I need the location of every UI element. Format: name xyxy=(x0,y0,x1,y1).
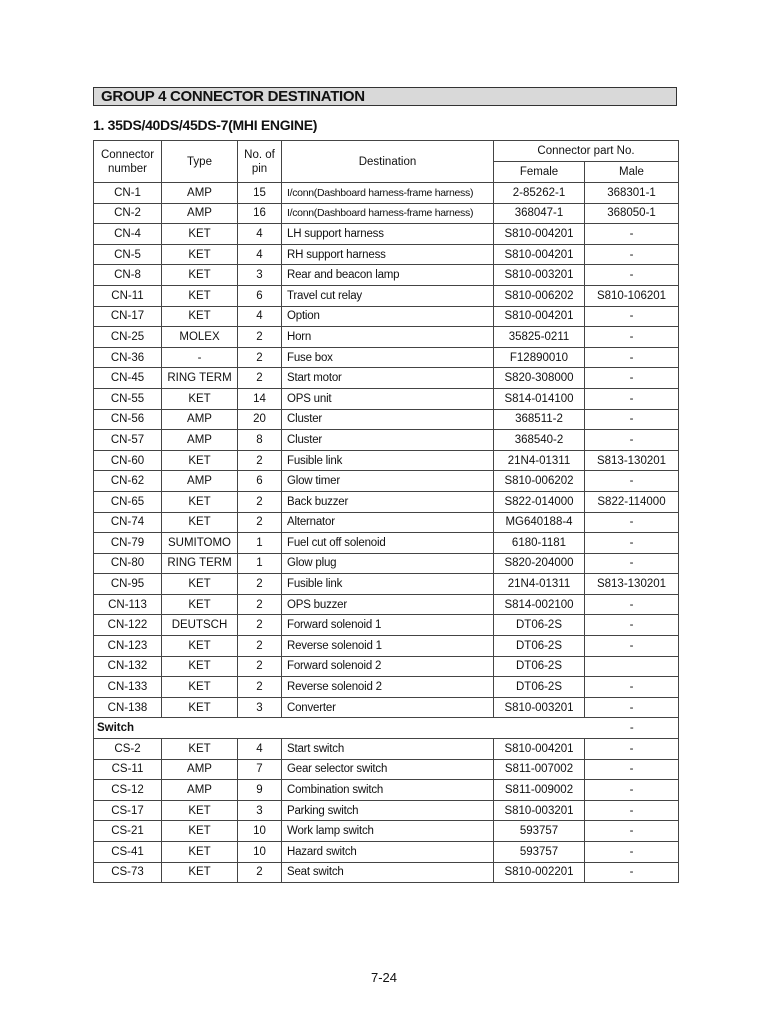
cell-connector-number: CN-45 xyxy=(94,368,162,389)
cell-type: KET xyxy=(162,450,238,471)
cell-pin-count: 2 xyxy=(238,512,282,533)
cell-pin-count: 4 xyxy=(238,224,282,245)
cell-type: AMP xyxy=(162,471,238,492)
cell-connector-number: CN-36 xyxy=(94,347,162,368)
switch-section-label: Switch xyxy=(94,718,162,739)
header-male: Male xyxy=(585,162,679,183)
cell-type: KET xyxy=(162,842,238,863)
header-connector-number: Connector number xyxy=(94,141,162,183)
cell-female-part-no: S820-308000 xyxy=(494,368,585,389)
cell-male-part-no: - xyxy=(585,265,679,286)
table-row xyxy=(94,677,679,698)
cell-connector-number: CN-62 xyxy=(94,471,162,492)
cell-male-part-no: - xyxy=(585,244,679,265)
cell-female-part-no: 593757 xyxy=(494,842,585,863)
table-row xyxy=(94,656,679,677)
cell-destination: Combination switch xyxy=(282,780,494,801)
cell-type: KET xyxy=(162,636,238,657)
cell-pin-count: 3 xyxy=(238,800,282,821)
cell-pin-count: 6 xyxy=(238,285,282,306)
cell-type: KET xyxy=(162,512,238,533)
cell-male-part-no: S810-106201 xyxy=(585,285,679,306)
cell-destination: Back buzzer xyxy=(282,491,494,512)
cell-female-part-no: S814-002100 xyxy=(494,594,585,615)
page-number: 7-24 xyxy=(370,970,398,985)
cell-pin-count: 2 xyxy=(238,656,282,677)
cell-male-part-no: - xyxy=(585,842,679,863)
cell-type: RING TERM xyxy=(162,368,238,389)
table-row xyxy=(94,780,679,801)
cell-connector-number: CN-8 xyxy=(94,265,162,286)
cell-type: SUMITOMO xyxy=(162,533,238,554)
cell-destination: Gear selector switch xyxy=(282,759,494,780)
cell-pin-count: 20 xyxy=(238,409,282,430)
cell-type: KET xyxy=(162,656,238,677)
header-type: Type xyxy=(162,141,238,183)
table-row xyxy=(94,388,679,409)
cell-destination: Hazard switch xyxy=(282,842,494,863)
cell-female-part-no: S810-004201 xyxy=(494,306,585,327)
cell-female-part-no: S810-003201 xyxy=(494,697,585,718)
table-row xyxy=(94,512,679,533)
cell-destination: Start switch xyxy=(282,739,494,760)
cell-connector-number: CN-55 xyxy=(94,388,162,409)
cell-destination: Travel cut relay xyxy=(282,285,494,306)
cell-female-part-no: S811-007002 xyxy=(494,759,585,780)
cell-destination: Fuel cut off solenoid xyxy=(282,533,494,554)
cell-connector-number: CS-11 xyxy=(94,759,162,780)
header-connector-part-no: Connector part No. xyxy=(494,141,679,162)
cell-female-part-no: S810-003201 xyxy=(494,800,585,821)
cell-destination: OPS buzzer xyxy=(282,594,494,615)
cell-connector-number: CS-73 xyxy=(94,862,162,883)
cell-type: KET xyxy=(162,244,238,265)
cell-connector-number: CN-95 xyxy=(94,574,162,595)
cell-destination: Work lamp switch xyxy=(282,821,494,842)
cell-destination: Reverse solenoid 2 xyxy=(282,677,494,698)
cell-male-part-no: - xyxy=(585,347,679,368)
cell-type: AMP xyxy=(162,759,238,780)
cell-female-part-no: 368511-2 xyxy=(494,409,585,430)
section-title: 1. 35DS/40DS/45DS-7(MHI ENGINE) xyxy=(93,117,318,133)
header-destination: Destination xyxy=(282,141,494,183)
cell-male-part-no: S813-130201 xyxy=(585,574,679,595)
cell-type: KET xyxy=(162,285,238,306)
cell-female-part-no: DT06-2S xyxy=(494,656,585,677)
cell-pin-count: 15 xyxy=(238,183,282,204)
cell-male-part-no: - xyxy=(585,594,679,615)
cell-connector-number: CN-2 xyxy=(94,203,162,224)
cell-pin-count: 4 xyxy=(238,244,282,265)
cell-destination: Converter xyxy=(282,697,494,718)
table-row xyxy=(94,821,679,842)
cell-male-part-no: S813-130201 xyxy=(585,450,679,471)
cell-type: AMP xyxy=(162,409,238,430)
table-row xyxy=(94,615,679,636)
cell-connector-number: CN-132 xyxy=(94,656,162,677)
cell-female-part-no: S822-014000 xyxy=(494,491,585,512)
cell-destination: OPS unit xyxy=(282,388,494,409)
cell-pin-count: 10 xyxy=(238,842,282,863)
cell-destination: Start motor xyxy=(282,368,494,389)
cell-type: KET xyxy=(162,739,238,760)
cell-pin-count: 2 xyxy=(238,368,282,389)
cell-type: KET xyxy=(162,800,238,821)
cell-female-part-no: 35825-0211 xyxy=(494,327,585,348)
cell-destination: Fuse box xyxy=(282,347,494,368)
cell-female-part-no: 21N4-01311 xyxy=(494,450,585,471)
cell-connector-number: CS-41 xyxy=(94,842,162,863)
cell-type: KET xyxy=(162,306,238,327)
cell-female-part-no: 368540-2 xyxy=(494,430,585,451)
cell-destination: Seat switch xyxy=(282,862,494,883)
cell-pin-count: 2 xyxy=(238,862,282,883)
cell-connector-number: CN-138 xyxy=(94,697,162,718)
cell-connector-number: CN-11 xyxy=(94,285,162,306)
table-row xyxy=(94,285,679,306)
cell-destination: Fusible link xyxy=(282,574,494,595)
cell-female-part-no: S820-204000 xyxy=(494,553,585,574)
switch-section-blank xyxy=(238,718,282,739)
cell-connector-number: CN-133 xyxy=(94,677,162,698)
switch-section-blank xyxy=(282,718,494,739)
cell-pin-count: 2 xyxy=(238,491,282,512)
cell-male-part-no: - xyxy=(585,430,679,451)
cell-destination: Parking switch xyxy=(282,800,494,821)
table-row xyxy=(94,697,679,718)
cell-destination: Glow timer xyxy=(282,471,494,492)
cell-type: MOLEX xyxy=(162,327,238,348)
cell-male-part-no: 368301-1 xyxy=(585,183,679,204)
table-row xyxy=(94,347,679,368)
connector-table xyxy=(93,140,679,883)
cell-type: KET xyxy=(162,224,238,245)
table-row xyxy=(94,553,679,574)
cell-male-part-no: - xyxy=(585,800,679,821)
cell-type: KET xyxy=(162,862,238,883)
cell-female-part-no: S810-006202 xyxy=(494,285,585,306)
cell-pin-count: 2 xyxy=(238,327,282,348)
switch-section-male: - xyxy=(585,718,679,739)
table-row xyxy=(94,862,679,883)
switch-section-blank xyxy=(494,718,585,739)
cell-pin-count: 1 xyxy=(238,553,282,574)
cell-male-part-no: - xyxy=(585,780,679,801)
cell-destination: Fusible link xyxy=(282,450,494,471)
table-row xyxy=(94,368,679,389)
cell-male-part-no: - xyxy=(585,306,679,327)
header-no-of-pin: No. of pin xyxy=(238,141,282,183)
table-row xyxy=(94,203,679,224)
cell-connector-number: CN-80 xyxy=(94,553,162,574)
cell-type: KET xyxy=(162,594,238,615)
cell-destination: Rear and beacon lamp xyxy=(282,265,494,286)
cell-male-part-no: - xyxy=(585,224,679,245)
cell-female-part-no: 6180-1181 xyxy=(494,533,585,554)
cell-type: KET xyxy=(162,491,238,512)
cell-type: KET xyxy=(162,821,238,842)
cell-female-part-no: S810-002201 xyxy=(494,862,585,883)
table-body xyxy=(94,183,679,883)
cell-female-part-no: DT06-2S xyxy=(494,615,585,636)
cell-female-part-no: S810-004201 xyxy=(494,244,585,265)
cell-male-part-no: - xyxy=(585,739,679,760)
cell-pin-count: 3 xyxy=(238,265,282,286)
switch-section-row xyxy=(94,718,679,739)
cell-male-part-no xyxy=(585,656,679,677)
cell-type: AMP xyxy=(162,183,238,204)
table-row xyxy=(94,306,679,327)
table-row xyxy=(94,450,679,471)
cell-female-part-no: S811-009002 xyxy=(494,780,585,801)
cell-female-part-no: S814-014100 xyxy=(494,388,585,409)
cell-female-part-no: MG640188-4 xyxy=(494,512,585,533)
cell-type: AMP xyxy=(162,430,238,451)
cell-connector-number: CS-2 xyxy=(94,739,162,760)
cell-pin-count: 6 xyxy=(238,471,282,492)
cell-male-part-no: - xyxy=(585,862,679,883)
table-row xyxy=(94,574,679,595)
cell-connector-number: CN-122 xyxy=(94,615,162,636)
table-row xyxy=(94,491,679,512)
cell-male-part-no: - xyxy=(585,409,679,430)
cell-male-part-no: - xyxy=(585,471,679,492)
cell-connector-number: CS-17 xyxy=(94,800,162,821)
cell-destination: I/conn(Dashboard harness-frame harness) xyxy=(282,183,494,204)
cell-destination: Horn xyxy=(282,327,494,348)
cell-male-part-no: - xyxy=(585,327,679,348)
switch-section-blank xyxy=(162,718,238,739)
cell-female-part-no: S810-003201 xyxy=(494,265,585,286)
cell-female-part-no: F12890010 xyxy=(494,347,585,368)
cell-type: DEUTSCH xyxy=(162,615,238,636)
table-row xyxy=(94,739,679,760)
group-header: GROUP 4 CONNECTOR DESTINATION xyxy=(93,87,677,106)
cell-connector-number: CN-74 xyxy=(94,512,162,533)
cell-female-part-no: S810-004201 xyxy=(494,739,585,760)
table-row xyxy=(94,265,679,286)
cell-male-part-no: - xyxy=(585,512,679,533)
cell-connector-number: CN-56 xyxy=(94,409,162,430)
table-row xyxy=(94,409,679,430)
cell-pin-count: 16 xyxy=(238,203,282,224)
cell-type: RING TERM xyxy=(162,553,238,574)
cell-type: AMP xyxy=(162,780,238,801)
table-row xyxy=(94,533,679,554)
cell-connector-number: CN-79 xyxy=(94,533,162,554)
table-row xyxy=(94,759,679,780)
cell-male-part-no: - xyxy=(585,759,679,780)
cell-connector-number: CN-65 xyxy=(94,491,162,512)
cell-female-part-no: 593757 xyxy=(494,821,585,842)
cell-male-part-no: - xyxy=(585,615,679,636)
cell-destination: Forward solenoid 2 xyxy=(282,656,494,677)
cell-destination: Cluster xyxy=(282,409,494,430)
table-row xyxy=(94,594,679,615)
cell-pin-count: 8 xyxy=(238,430,282,451)
cell-type: KET xyxy=(162,388,238,409)
cell-pin-count: 3 xyxy=(238,697,282,718)
cell-destination: Alternator xyxy=(282,512,494,533)
cell-male-part-no: S822-114000 xyxy=(585,491,679,512)
header-female: Female xyxy=(494,162,585,183)
cell-female-part-no: 21N4-01311 xyxy=(494,574,585,595)
cell-connector-number: CN-123 xyxy=(94,636,162,657)
cell-pin-count: 2 xyxy=(238,574,282,595)
cell-female-part-no: 368047-1 xyxy=(494,203,585,224)
cell-type: KET xyxy=(162,677,238,698)
table-row xyxy=(94,430,679,451)
cell-female-part-no: S810-006202 xyxy=(494,471,585,492)
cell-male-part-no: - xyxy=(585,533,679,554)
cell-type: AMP xyxy=(162,203,238,224)
cell-male-part-no: - xyxy=(585,677,679,698)
cell-destination: Glow plug xyxy=(282,553,494,574)
table-row xyxy=(94,842,679,863)
table-row xyxy=(94,471,679,492)
cell-pin-count: 10 xyxy=(238,821,282,842)
cell-connector-number: CS-12 xyxy=(94,780,162,801)
cell-destination: RH support harness xyxy=(282,244,494,265)
cell-pin-count: 2 xyxy=(238,450,282,471)
cell-male-part-no: - xyxy=(585,368,679,389)
cell-connector-number: CN-25 xyxy=(94,327,162,348)
cell-pin-count: 2 xyxy=(238,636,282,657)
cell-connector-number: CN-60 xyxy=(94,450,162,471)
cell-pin-count: 4 xyxy=(238,739,282,760)
cell-destination: LH support harness xyxy=(282,224,494,245)
cell-male-part-no: - xyxy=(585,697,679,718)
cell-male-part-no: - xyxy=(585,553,679,574)
cell-pin-count: 7 xyxy=(238,759,282,780)
cell-type: KET xyxy=(162,697,238,718)
table-row xyxy=(94,327,679,348)
cell-female-part-no: DT06-2S xyxy=(494,677,585,698)
cell-type: - xyxy=(162,347,238,368)
cell-connector-number: CN-17 xyxy=(94,306,162,327)
cell-pin-count: 9 xyxy=(238,780,282,801)
cell-destination: I/conn(Dashboard harness-frame harness) xyxy=(282,203,494,224)
cell-female-part-no: S810-004201 xyxy=(494,224,585,245)
cell-connector-number: CN-57 xyxy=(94,430,162,451)
cell-pin-count: 2 xyxy=(238,677,282,698)
cell-pin-count: 2 xyxy=(238,615,282,636)
table-row xyxy=(94,800,679,821)
cell-type: KET xyxy=(162,265,238,286)
cell-pin-count: 1 xyxy=(238,533,282,554)
table-row xyxy=(94,183,679,204)
cell-connector-number: CN-1 xyxy=(94,183,162,204)
cell-connector-number: CN-113 xyxy=(94,594,162,615)
cell-destination: Forward solenoid 1 xyxy=(282,615,494,636)
cell-male-part-no: 368050-1 xyxy=(585,203,679,224)
table-row xyxy=(94,224,679,245)
cell-destination: Reverse solenoid 1 xyxy=(282,636,494,657)
cell-destination: Option xyxy=(282,306,494,327)
cell-type: KET xyxy=(162,574,238,595)
cell-male-part-no: - xyxy=(585,388,679,409)
cell-connector-number: CN-4 xyxy=(94,224,162,245)
table-row xyxy=(94,244,679,265)
cell-pin-count: 4 xyxy=(238,306,282,327)
cell-connector-number: CS-21 xyxy=(94,821,162,842)
cell-pin-count: 14 xyxy=(238,388,282,409)
table-row xyxy=(94,636,679,657)
cell-female-part-no: 2-85262-1 xyxy=(494,183,585,204)
cell-pin-count: 2 xyxy=(238,347,282,368)
cell-male-part-no: - xyxy=(585,821,679,842)
cell-female-part-no: DT06-2S xyxy=(494,636,585,657)
cell-destination: Cluster xyxy=(282,430,494,451)
cell-connector-number: CN-5 xyxy=(94,244,162,265)
cell-male-part-no: - xyxy=(585,636,679,657)
cell-pin-count: 2 xyxy=(238,594,282,615)
